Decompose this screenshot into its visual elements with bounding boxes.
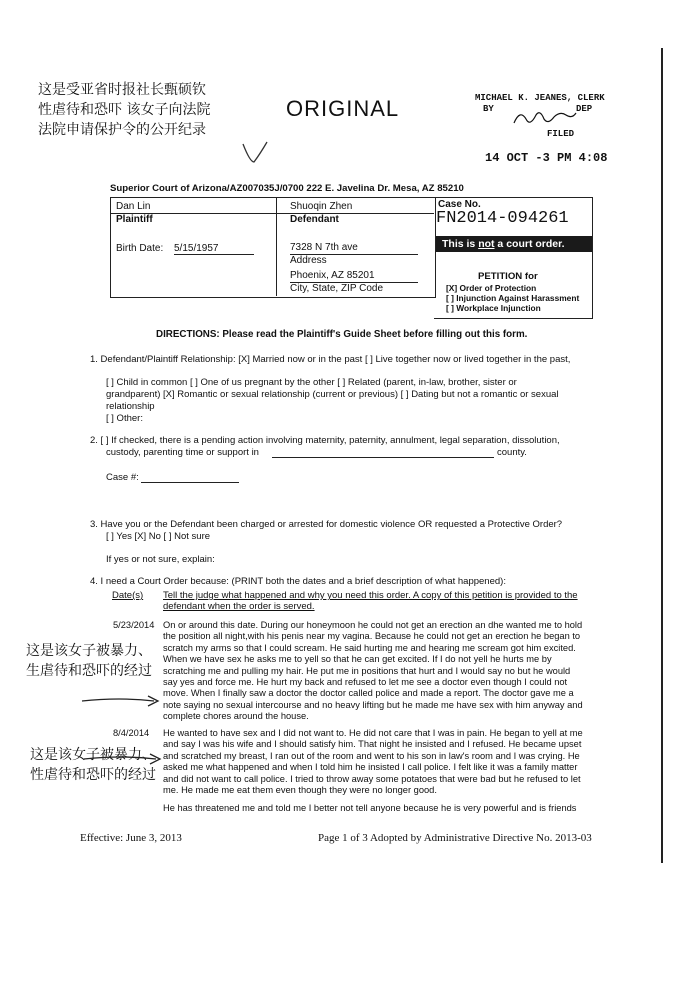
city-label: City, State, ZIP Code	[290, 283, 384, 294]
annotation-line: 生虐待和恐吓的经过	[26, 663, 152, 679]
check-mark-icon	[240, 140, 270, 166]
filed-date: 14 OCT -3 PM 4:08	[485, 151, 608, 165]
birth-date-label: Birth Date:	[116, 243, 164, 254]
petition-options	[446, 283, 579, 313]
mid-annotation	[26, 641, 152, 681]
birth-date-value: 5/15/1957	[174, 243, 254, 255]
clerk-dep: DEP	[576, 104, 593, 114]
case-number: FN2014-094261	[436, 209, 569, 228]
item-2-case: Case #:	[106, 472, 139, 483]
entry-text	[163, 620, 583, 723]
address-value: 7328 N 7th ave	[290, 242, 358, 253]
clerk-signature	[510, 105, 580, 131]
petition-option: [ ] Injunction Against Harassment	[446, 293, 580, 303]
instruction-line: Tell the judge what happened and why you need this order. A copy of this petition is provided to the	[163, 590, 578, 601]
banner-not: not	[478, 238, 495, 250]
item-1-line: grandparent) [X] Romantic or sexual relationship (current or previous) [ ] Dating but not a romantic or sexual	[106, 389, 559, 400]
footer-effective: Effective: June 3, 2013	[80, 832, 182, 844]
item-1-line: relationship	[106, 401, 155, 412]
item-3-line: If yes or not sure, explain:	[106, 554, 215, 565]
entry-date: 5/23/2014	[113, 620, 155, 630]
clerk-name: MICHAEL K. JEANES, CLERK	[475, 93, 605, 103]
entry-line: the position all night,with his penis near my vagina. Because he could not get an erection he began to	[163, 631, 581, 642]
entry-line: When we have sex he asks me to yell so that he can get excited. If I do not yell he hurts me by	[163, 654, 552, 665]
petition-option: [ ] Workplace Injunction	[446, 303, 541, 313]
annotation-line: 这是受亚省时报社长甄硕钦	[38, 82, 206, 98]
item-1-line: [ ] Child in common [ ] One of us pregnant by the other [ ] Related (parent, in-law, brother, sister or	[106, 377, 517, 388]
item-2-line: custody, parenting time or support in	[106, 447, 259, 458]
entry-line: He wanted to have sex and I did not want to. He did not care that I was in pain. He began to yell at me	[163, 728, 583, 738]
item-2-county: county.	[497, 447, 527, 458]
petition-option: [X] Order of Protection	[446, 283, 537, 293]
defendant-name: Shuoqin Zhen	[290, 201, 353, 212]
entry-line: me. He made me eat them even though they were no longer good.	[163, 785, 437, 796]
entry-line: asked me what happened and when I told him he insisted I call police. I felt like it was a family matter	[163, 762, 578, 773]
item-1-line: [ ] Other:	[106, 413, 143, 424]
entry-line: scratch my arms so that I could scream. He said hurting me and hearing me scream got him excited.	[163, 642, 576, 653]
entry-line: and scratched my breast, I ran out of the room and went to his son in law's room and I was crying. He	[163, 750, 580, 761]
entry-text	[163, 728, 583, 796]
case-blank	[141, 482, 239, 483]
parties-divider	[276, 197, 277, 296]
plaintiff-label: Plaintiff	[116, 214, 153, 225]
banner-text: This is	[442, 238, 479, 250]
county-blank	[272, 457, 494, 458]
plaintiff-name: Dan Lin	[116, 201, 151, 212]
entry-line: move. When I finally saw a doctor the doctor called police and made a report. The doctor gave me a	[163, 688, 574, 699]
entry-line: and say I was his wife and I should satisfy him. That night he insisted and I refused. He became upset	[163, 739, 582, 750]
item-1-line: 1. Defendant/Plaintiff Relationship: [X] Married now or in the past [ ] Live together now or lived together in the past,	[90, 354, 571, 365]
entry-line: say yes and force me. He hurt my back and refused to let me see a doctor even though I could not	[163, 677, 568, 688]
arrow-right-icon	[80, 694, 162, 708]
entry-line: and did not want to call police. I tried to throw away some potatoes that were bad but he refused to let	[163, 773, 581, 784]
entry-date: 8/4/2014	[113, 728, 150, 738]
footer-page: Page 1 of 3 Adopted by Administrative Directive No. 2013-03	[318, 832, 592, 844]
item-4-line: 4. I need a Court Order because: (PRINT both the dates and a brief description of what happened):	[90, 576, 506, 587]
dates-label: Date(s)	[112, 590, 144, 601]
item-3-line: [ ] Yes [X] No [ ] Not sure	[106, 531, 211, 542]
directions: DIRECTIONS: Please read the Plaintiff's Guide Sheet before filling out this form.	[156, 329, 528, 340]
entry-line: On or around this date. During our honeymoon he could not get an erection an dhe wanted me to hold	[163, 620, 583, 630]
instruction-line: defendant when the order is served.	[163, 601, 315, 612]
annotation-line: 这是该女子被暴力、	[26, 643, 152, 659]
clerk-by: BY	[483, 104, 494, 114]
petition-for: PETITION for	[478, 271, 538, 282]
annotation-line: 性虐待和恐吓 该女子向法院	[38, 102, 211, 118]
annotation-line: 法院申请保护令的公开纪录	[38, 122, 206, 138]
item-2-line: 2. [ ] If checked, there is a pending action involving maternity, paternity, annulment, legal separation, dissolution,	[90, 435, 560, 446]
annotation-line: 性虐待和恐吓的经过	[30, 767, 156, 783]
defendant-label: Defendant	[290, 214, 339, 225]
filed-label: FILED	[547, 129, 575, 139]
city-value: Phoenix, AZ 85201	[290, 270, 375, 281]
item-3-line: 3. Have you or the Defendant been charged or arrested for domestic violence OR requested a Protective Order?	[90, 519, 563, 530]
court-line: Superior Court of Arizona/AZ007035J/0700 222 E. Javelina Dr. Mesa, AZ 85210	[110, 183, 464, 194]
case-label: Case No.	[438, 199, 481, 210]
entry-line: note saying no sexual intercourse and no heavy lifting but he made me have sex with him anyway and	[163, 699, 583, 710]
not-court-order-banner	[436, 236, 592, 252]
address-label: Address	[290, 255, 327, 266]
original-stamp: ORIGINAL	[286, 96, 400, 121]
last-line: He has threatened me and told me I better not tell anyone because he is very powerful and is friends	[163, 803, 577, 813]
scan-border-line	[661, 48, 663, 863]
entry-line: complete chores around the house.	[163, 711, 309, 722]
entry-line: scratching me and pulling my hair. He put me in positions that hurt and I would say no but he would	[163, 665, 571, 676]
banner-text: a court order.	[494, 238, 565, 250]
arrow-right-icon	[82, 752, 164, 766]
top-annotation	[38, 80, 210, 140]
annotation-line: 这是该女子被暴力、	[30, 747, 156, 763]
